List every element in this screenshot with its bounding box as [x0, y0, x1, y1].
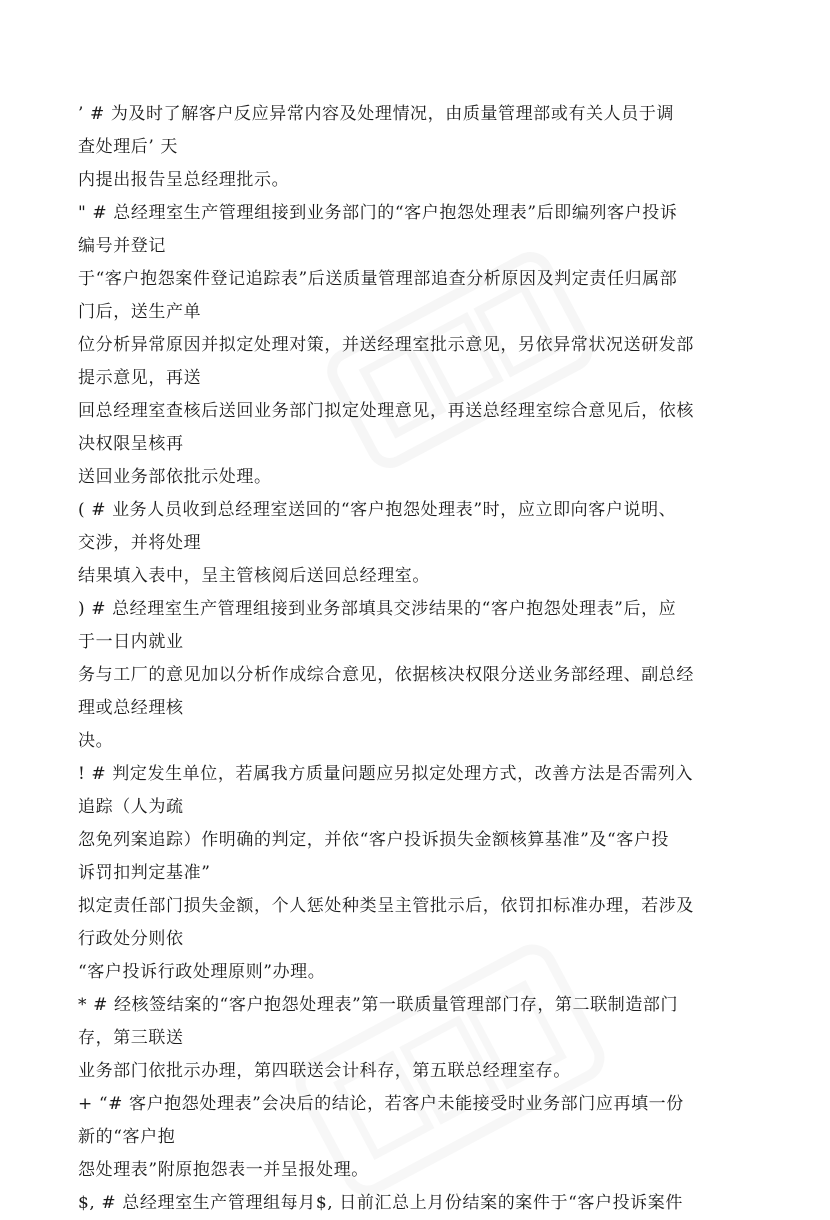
text-line: 决。 — [78, 731, 114, 751]
text-line: 行政处分则依 — [78, 929, 184, 949]
text-line: 结果填入表中，呈主管核阅后送回总经理室。 — [78, 566, 430, 586]
text-line: 门后，送生产单 — [78, 302, 202, 322]
text-line: 内提出报告呈总经理批示。 — [78, 170, 290, 190]
text-line: 编号并登记 — [78, 236, 166, 256]
text-line: 理或总经理核 — [78, 698, 184, 718]
text-line: + “# 客户抱怨处理表”会决后的结论，若客户未能接受时业务部门应再填一份 — [78, 1094, 684, 1114]
text-line: ) # 总经理室生产管理组接到业务部填具交涉结果的“客户抱怨处理表”后，应 — [78, 599, 677, 619]
text-line: 忽免列案追踪）作明确的判定，并依“客户投诉损失金额核算基准”及“客户投 — [78, 830, 670, 850]
text-line: 决权限呈核再 — [78, 434, 184, 454]
text-line: 拟定责任部门损失金额，个人惩处种类呈主管批示后，依罚扣标准办理，若涉及 — [78, 896, 694, 916]
text-line: ( # 业务人员收到总经理室送回的“客户抱怨处理表”时，应立即向客户说明、 — [78, 500, 677, 520]
text-line: " # 总经理室生产管理组接到业务部门的“客户抱怨处理表”后即编列客户投诉 — [78, 203, 678, 223]
text-line: 追踪（人为疏 — [78, 797, 184, 817]
text-line: 务与工厂的意见加以分析作成综合意见，依据核决权限分送业务部经理、副总经 — [78, 665, 694, 685]
text-line: ! # 判定发生单位，若属我方质量问题应另拟定处理方式，改善方法是否需列入 — [78, 764, 694, 784]
text-line: 查处理后’ 天 — [78, 137, 179, 157]
text-line: 交涉，并将处理 — [78, 533, 202, 553]
text-line: 位分析异常原因并拟定处理对策，并送经理室批示意见，另依异常状况送研发部 — [78, 335, 694, 355]
text-line: “客户投诉行政处理原则”办理。 — [78, 962, 326, 982]
text-line: 于“客户抱怨案件登记追踪表”后送质量管理部追查分析原因及判定责任归属部 — [78, 269, 678, 289]
text-line: 诉罚扣判定基准” — [78, 863, 211, 883]
text-line: 提示意见，再送 — [78, 368, 202, 388]
text-line: 存，第三联送 — [78, 1028, 184, 1048]
text-line: 于一日内就业 — [78, 632, 184, 652]
text-line: 业务部门依批示办理，第四联送会计科存，第五联总经理室存。 — [78, 1061, 571, 1081]
text-line: 回总经理室查核后送回业务部门拟定处理意见，再送总经理室综合意见后，依核 — [78, 401, 694, 421]
text-line: 送回业务部依批示处理。 — [78, 467, 272, 487]
document-body — [78, 98, 758, 1220]
text-line: $, # 总经理室生产管理组每月$, 日前汇总上月份结案的案件于“客户投诉案件 — [78, 1193, 683, 1213]
text-line: ’ # 为及时了解客户反应异常内容及处理情况，由质量管理部或有关人员于调 — [78, 104, 675, 124]
text-line: * # 经核签结案的“客户抱怨处理表”第一联质量管理部门存，第二联制造部门 — [78, 995, 679, 1015]
text-line: 怨处理表”附原抱怨表一并呈报处理。 — [78, 1160, 369, 1180]
text-line: 新的“客户抱 — [78, 1127, 176, 1147]
